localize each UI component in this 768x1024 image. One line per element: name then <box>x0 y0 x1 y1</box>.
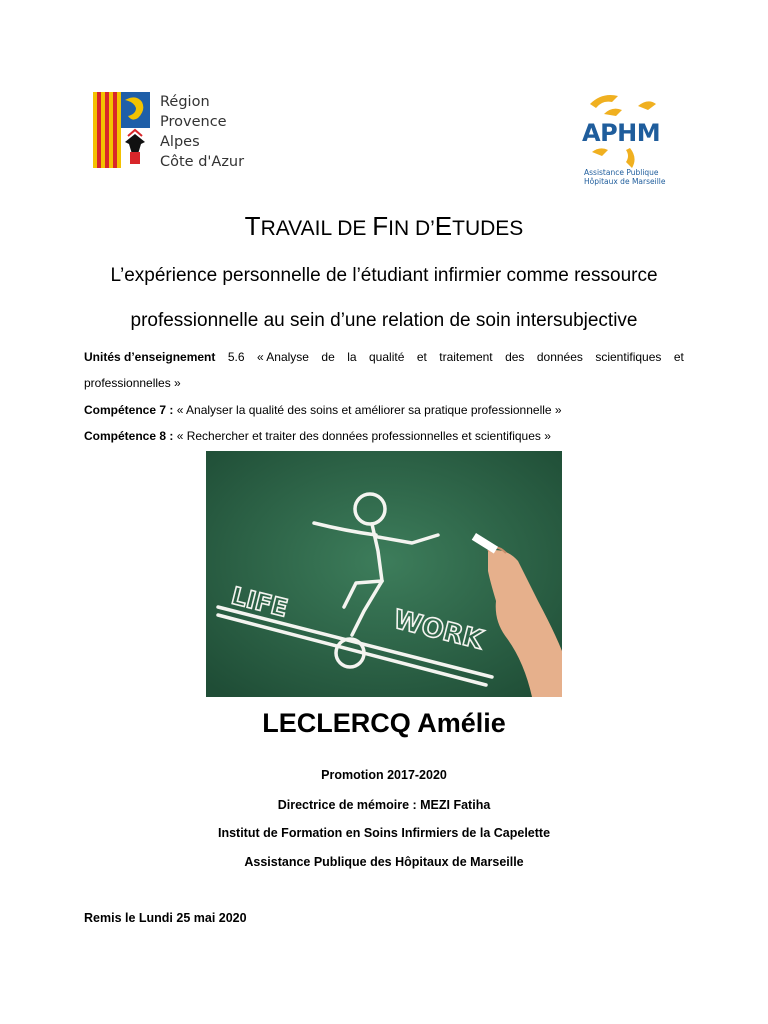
institute-part: Institut de <box>217 826 282 840</box>
institute-initial: S <box>363 826 373 840</box>
title-part: RAVAIL DE <box>260 217 373 240</box>
aphm-part: ôpitaux de <box>404 855 471 869</box>
ue-word: 5.6 <box>227 350 245 364</box>
aphm-logo-name: APHM <box>582 119 661 147</box>
title-part: TUDES <box>452 217 524 240</box>
ue-word: données <box>536 350 583 364</box>
life-word: LIFE <box>228 581 291 623</box>
ue-word: de <box>321 350 335 364</box>
aphm-part: arseille <box>480 855 524 869</box>
institute-part: oins <box>372 826 402 840</box>
aphm-initial: H <box>395 855 405 869</box>
thesis-director-text: Directrice de mémoire : MEZI Fatiha <box>277 798 491 812</box>
institute-initial: F <box>281 826 289 840</box>
ue-word: qualité <box>369 350 405 364</box>
ue-word: scientifiques <box>595 350 662 364</box>
competence-label: Compétence 8 : <box>84 429 174 443</box>
institute-initial: I <box>401 826 405 840</box>
ue-word: traitement <box>439 350 493 364</box>
competence-text: « Rechercher et traiter des données professionnelles et scientifiques » <box>173 429 551 443</box>
ue-word: « Analyse <box>256 350 309 364</box>
document-subtitle-line1: L’expérience personnelle de l’étudiant infirmier comme ressource <box>110 265 658 286</box>
document-subtitle-line2: professionnelle au sein d’une relation de soin intersubjective <box>130 310 638 331</box>
institute-name <box>0 826 768 840</box>
submission-date: Remis le Lundi 25 mai 2020 <box>84 911 247 925</box>
institute-part: ormation en <box>288 826 364 840</box>
ue-word: et <box>416 350 427 364</box>
ue-word: des <box>505 350 525 364</box>
aphm-full-name <box>0 855 768 869</box>
region-line: Alpes <box>160 134 200 150</box>
author-name: LECLERCQ Amélie <box>262 708 506 738</box>
teaching-unit-line1 <box>84 344 684 370</box>
competence-text: « Analyser la qualité des soins et améliorer sa pratique professionnelle » <box>173 403 562 417</box>
region-line: Côte d'Azur <box>160 154 245 170</box>
aphm-logo-subtitle: Assistance Publique <box>584 168 659 177</box>
document-title <box>0 211 768 242</box>
life-work-chalkboard-image <box>206 451 562 697</box>
aphm-part: ublique des <box>322 855 396 869</box>
region-logo-text <box>160 92 244 172</box>
institute-part: nfirmiers de la Capelette <box>404 826 551 840</box>
work-word: WORK <box>390 604 486 656</box>
thesis-director <box>0 798 768 812</box>
competence-label: Compétence 7 : <box>84 403 174 417</box>
teaching-unit-label: Unités d’enseignement <box>84 350 216 364</box>
aphm-part: Assistance <box>244 855 314 869</box>
title-part: IN D’ <box>388 217 435 240</box>
title-initial: F <box>372 211 389 241</box>
region-line: Provence <box>160 114 227 130</box>
teaching-unit-line2: professionnelles » <box>84 376 181 390</box>
teaching-unit <box>84 344 684 396</box>
ue-word: la <box>347 350 357 364</box>
ue-word: et <box>673 350 684 364</box>
competence-7 <box>84 397 684 423</box>
aphm-initial: M <box>470 855 481 869</box>
title-initial: T <box>244 211 261 241</box>
aphm-logo-subtitle: Hôpitaux de Marseille <box>584 177 666 186</box>
competence-8 <box>84 423 684 449</box>
aphm-initial: P <box>313 855 323 869</box>
title-initial: E <box>434 211 453 241</box>
region-line: Région <box>160 94 210 110</box>
promotion: Promotion 2017-2020 <box>321 768 447 782</box>
